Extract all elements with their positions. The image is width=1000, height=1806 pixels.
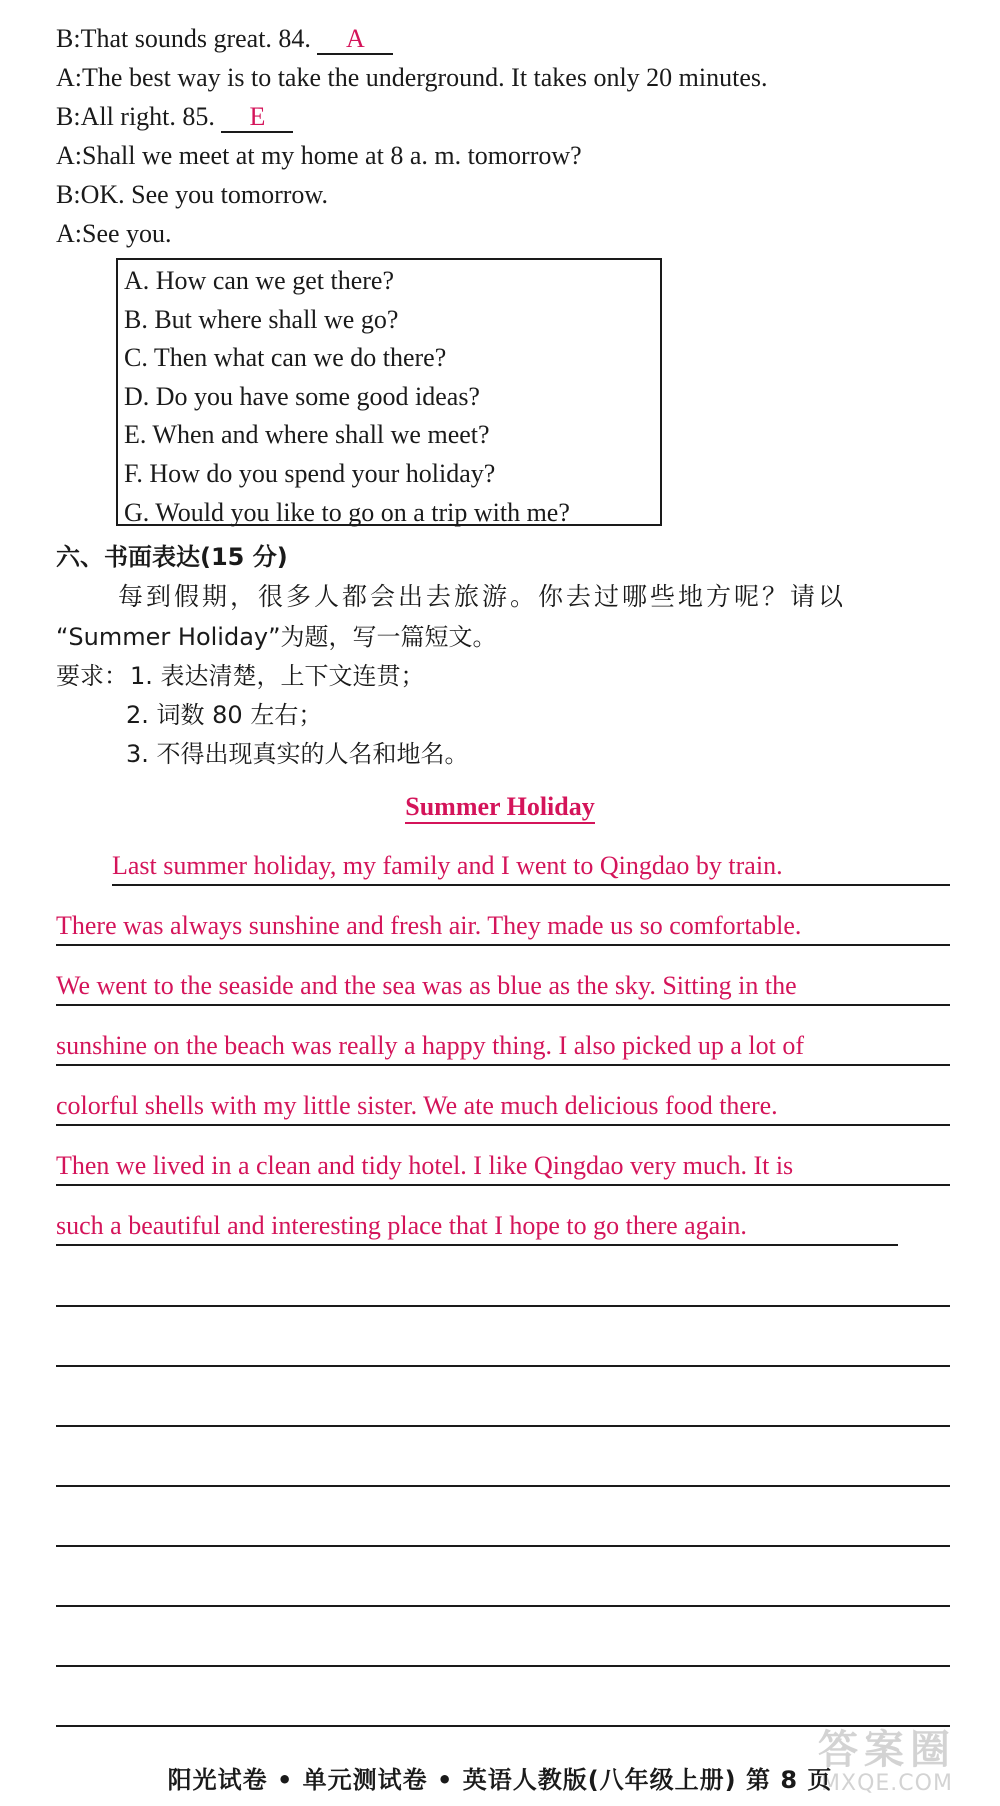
option-f: F. How do you spend your holiday? [124,458,496,488]
blank-writing-line [56,1545,950,1547]
option-d: D. Do you have some good ideas? [124,381,480,411]
question-number: 85. [182,102,215,131]
watermark-top-text: 答案圈 [818,1727,956,1773]
dialogue-text: OK. See you tomorrow. [80,180,329,209]
blank-writing-line [56,1485,950,1487]
speaker-b: B [56,180,74,209]
blank-writing-line [56,1605,950,1607]
requirement-3: 3. 不得出现真实的人名和地名。 [126,740,469,768]
speaker-a: A [56,141,75,170]
prompt-line-2: “Summer Holiday”为题，写一篇短文。 [56,623,497,651]
requirement-2: 2. 词数 80 左右； [126,701,323,729]
essay-title-text: Summer Holiday [405,792,594,824]
essay-line: Then we lived in a clean and tidy hotel. I like Qingdao very much. It is [56,1146,950,1186]
prompt-line-1: 每到假期，很多人都会出去旅游。你去过哪些地方呢？请以 [118,582,847,611]
options-box [116,258,662,526]
essay-line: Last summer holiday, my family and I went to Qingdao by train. [112,846,950,886]
requirement-1: 1. 表达清楚，上下文连贯； [130,662,425,690]
essay-line: There was always sunshine and fresh air. They made us so comfortable. [56,906,950,946]
requirement-label: 要求： [56,662,128,690]
speaker-a: A [56,63,75,92]
section-title: 六、书面表达(15 分) [56,543,288,571]
speaker-b: B [56,24,74,53]
option-e: E. When and where shall we meet? [124,420,490,450]
blank-writing-line [56,1305,950,1307]
watermark-bottom-text: MXQE.COM [821,1771,953,1796]
dialogue-line-1: B:That sounds great. 84. A [56,22,393,56]
dialogue-line-3: B:All right. 85. E [56,100,293,134]
option-a: A. How can we get there? [124,266,394,295]
option-g: G. Would you like to go on a trip with me? [124,497,570,527]
essay-line: We went to the seaside and the sea was as blue as the sky. Sitting in the [56,966,950,1006]
essay-line: sunshine on the beach was really a happy thing. I also picked up a lot of [56,1026,950,1066]
page-footer: 阳光试卷 • 单元测试卷 • 英语人教版(八年级上册) 第 8 页 [167,1766,833,1794]
blank-writing-line [56,1665,950,1667]
answer-blank-85: E [221,103,293,133]
question-number: 84. [278,24,311,53]
essay-title [0,792,1000,822]
dialogue-line-6: A:See you. [56,219,172,248]
answer-blank-84: A [317,25,393,55]
dialogue-text: Shall we meet at my home at 8 a. m. tomorrow? [82,141,582,170]
dialogue-line-2: A:The best way is to take the underground. It takes only 20 minutes. [56,63,768,92]
blank-writing-line [56,1365,950,1367]
blank-writing-line [56,1425,950,1427]
option-c: C. Then what can we do there? [124,343,447,373]
option-b: B. But where shall we go? [124,304,399,334]
dialogue-line-4: A:Shall we meet at my home at 8 a. m. tomorrow? [56,141,582,170]
dialogue-text: That sounds great. [80,24,272,53]
essay-line: colorful shells with my little sister. We ate much delicious food there. [56,1086,950,1126]
dialogue-text: See you. [82,219,172,248]
dialogue-text: All right. [80,102,176,131]
essay-line: such a beautiful and interesting place that I hope to go there again. [56,1206,898,1246]
speaker-b: B [56,102,74,131]
speaker-a: A [56,219,75,248]
dialogue-text: The best way is to take the underground. It takes only 20 minutes. [82,63,768,92]
dialogue-line-5: B:OK. See you tomorrow. [56,180,329,209]
